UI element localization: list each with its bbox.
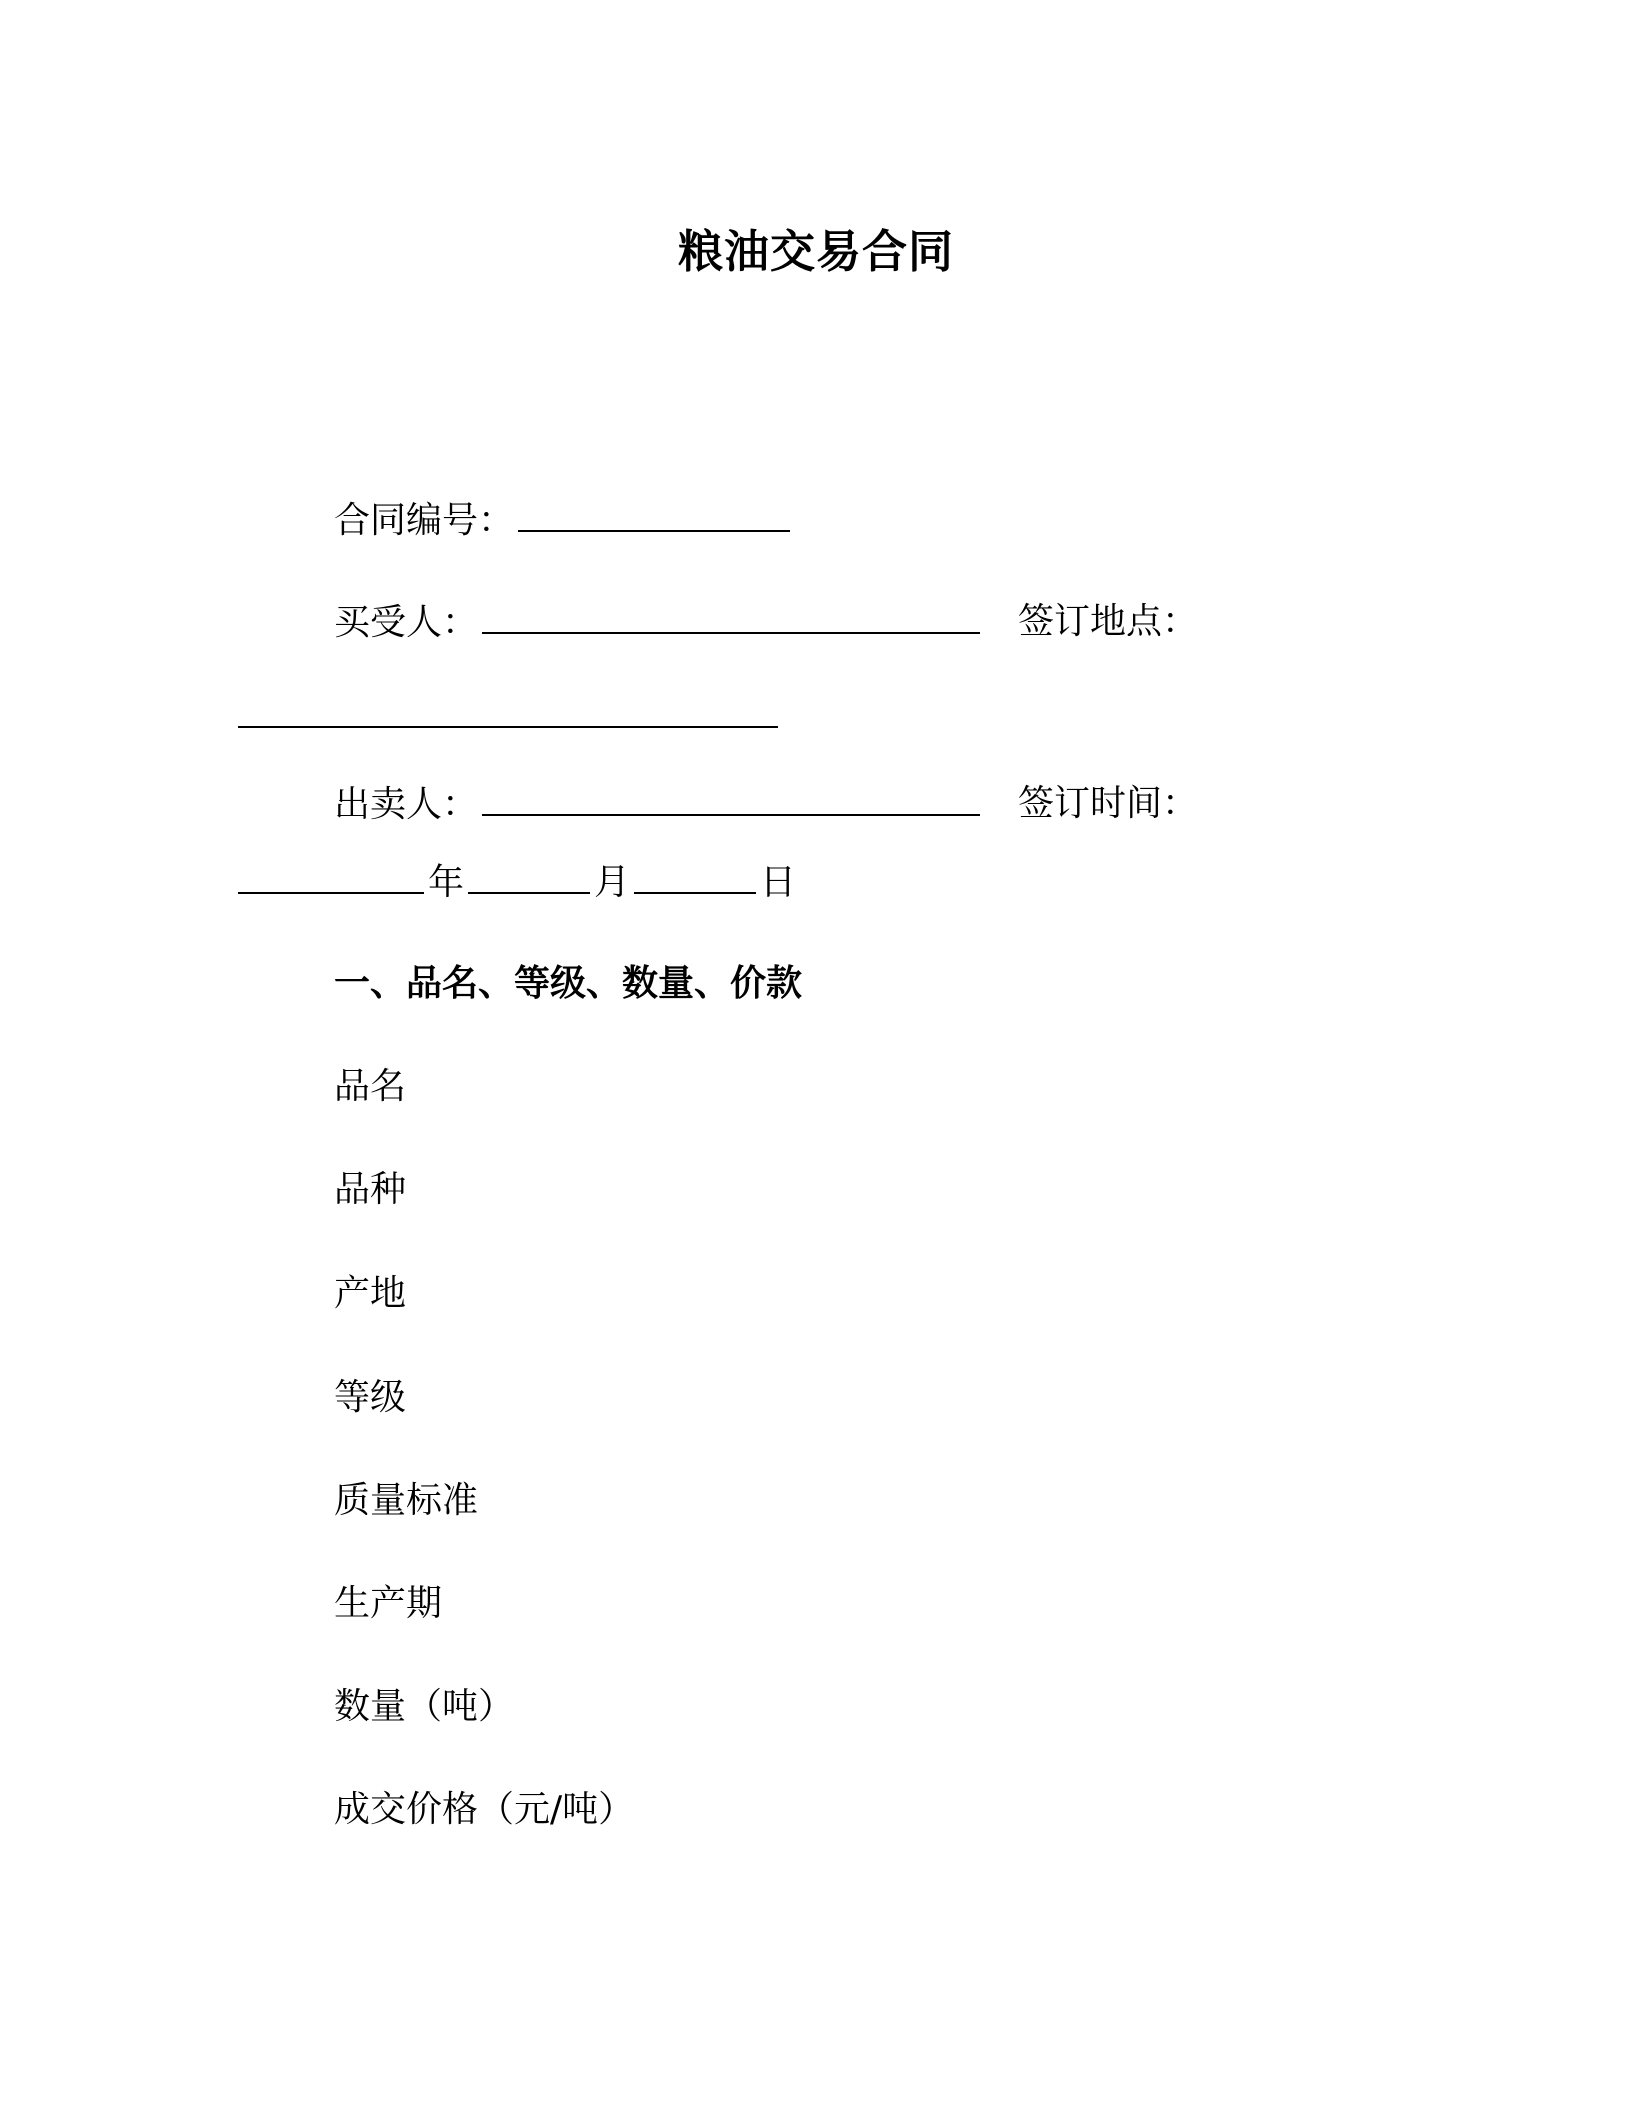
item-quantity: 数量（吨） xyxy=(334,1686,515,1727)
contract-number-row xyxy=(334,496,794,545)
sign-place-continuation xyxy=(238,692,782,741)
buyer-label: 买受人： xyxy=(334,602,479,643)
day-label: 日 xyxy=(760,862,797,903)
month-blank xyxy=(468,858,590,894)
sign-time-label: 签订时间： xyxy=(1018,783,1199,824)
section-1-heading: 一、品名、等级、数量、价款 xyxy=(334,963,803,1004)
date-row xyxy=(238,858,796,907)
seller-row xyxy=(334,780,984,829)
item-price: 成交价格（元/吨） xyxy=(334,1789,635,1830)
item-product-name: 品名 xyxy=(334,1066,407,1107)
item-origin: 产地 xyxy=(334,1273,407,1314)
item-quality-standard: 质量标准 xyxy=(334,1480,479,1521)
year-label: 年 xyxy=(428,862,465,903)
contract-number-blank xyxy=(518,496,790,532)
contract-number-label: 合同编号： xyxy=(334,500,515,541)
seller-blank xyxy=(482,780,980,816)
sign-place-row xyxy=(1018,598,1198,646)
buyer-row xyxy=(334,598,984,647)
month-label: 月 xyxy=(594,862,631,903)
year-blank xyxy=(238,858,424,894)
item-variety: 品种 xyxy=(334,1169,407,1210)
item-grade: 等级 xyxy=(334,1377,407,1418)
sign-place-blank xyxy=(238,692,778,728)
sign-time-row xyxy=(1018,780,1198,828)
buyer-blank xyxy=(482,598,980,634)
document-title: 粮油交易合同 xyxy=(677,225,954,278)
day-blank xyxy=(634,858,756,894)
item-production-period: 生产期 xyxy=(334,1583,443,1624)
seller-label: 出卖人： xyxy=(334,784,479,825)
sign-place-label: 签订地点： xyxy=(1018,601,1199,642)
